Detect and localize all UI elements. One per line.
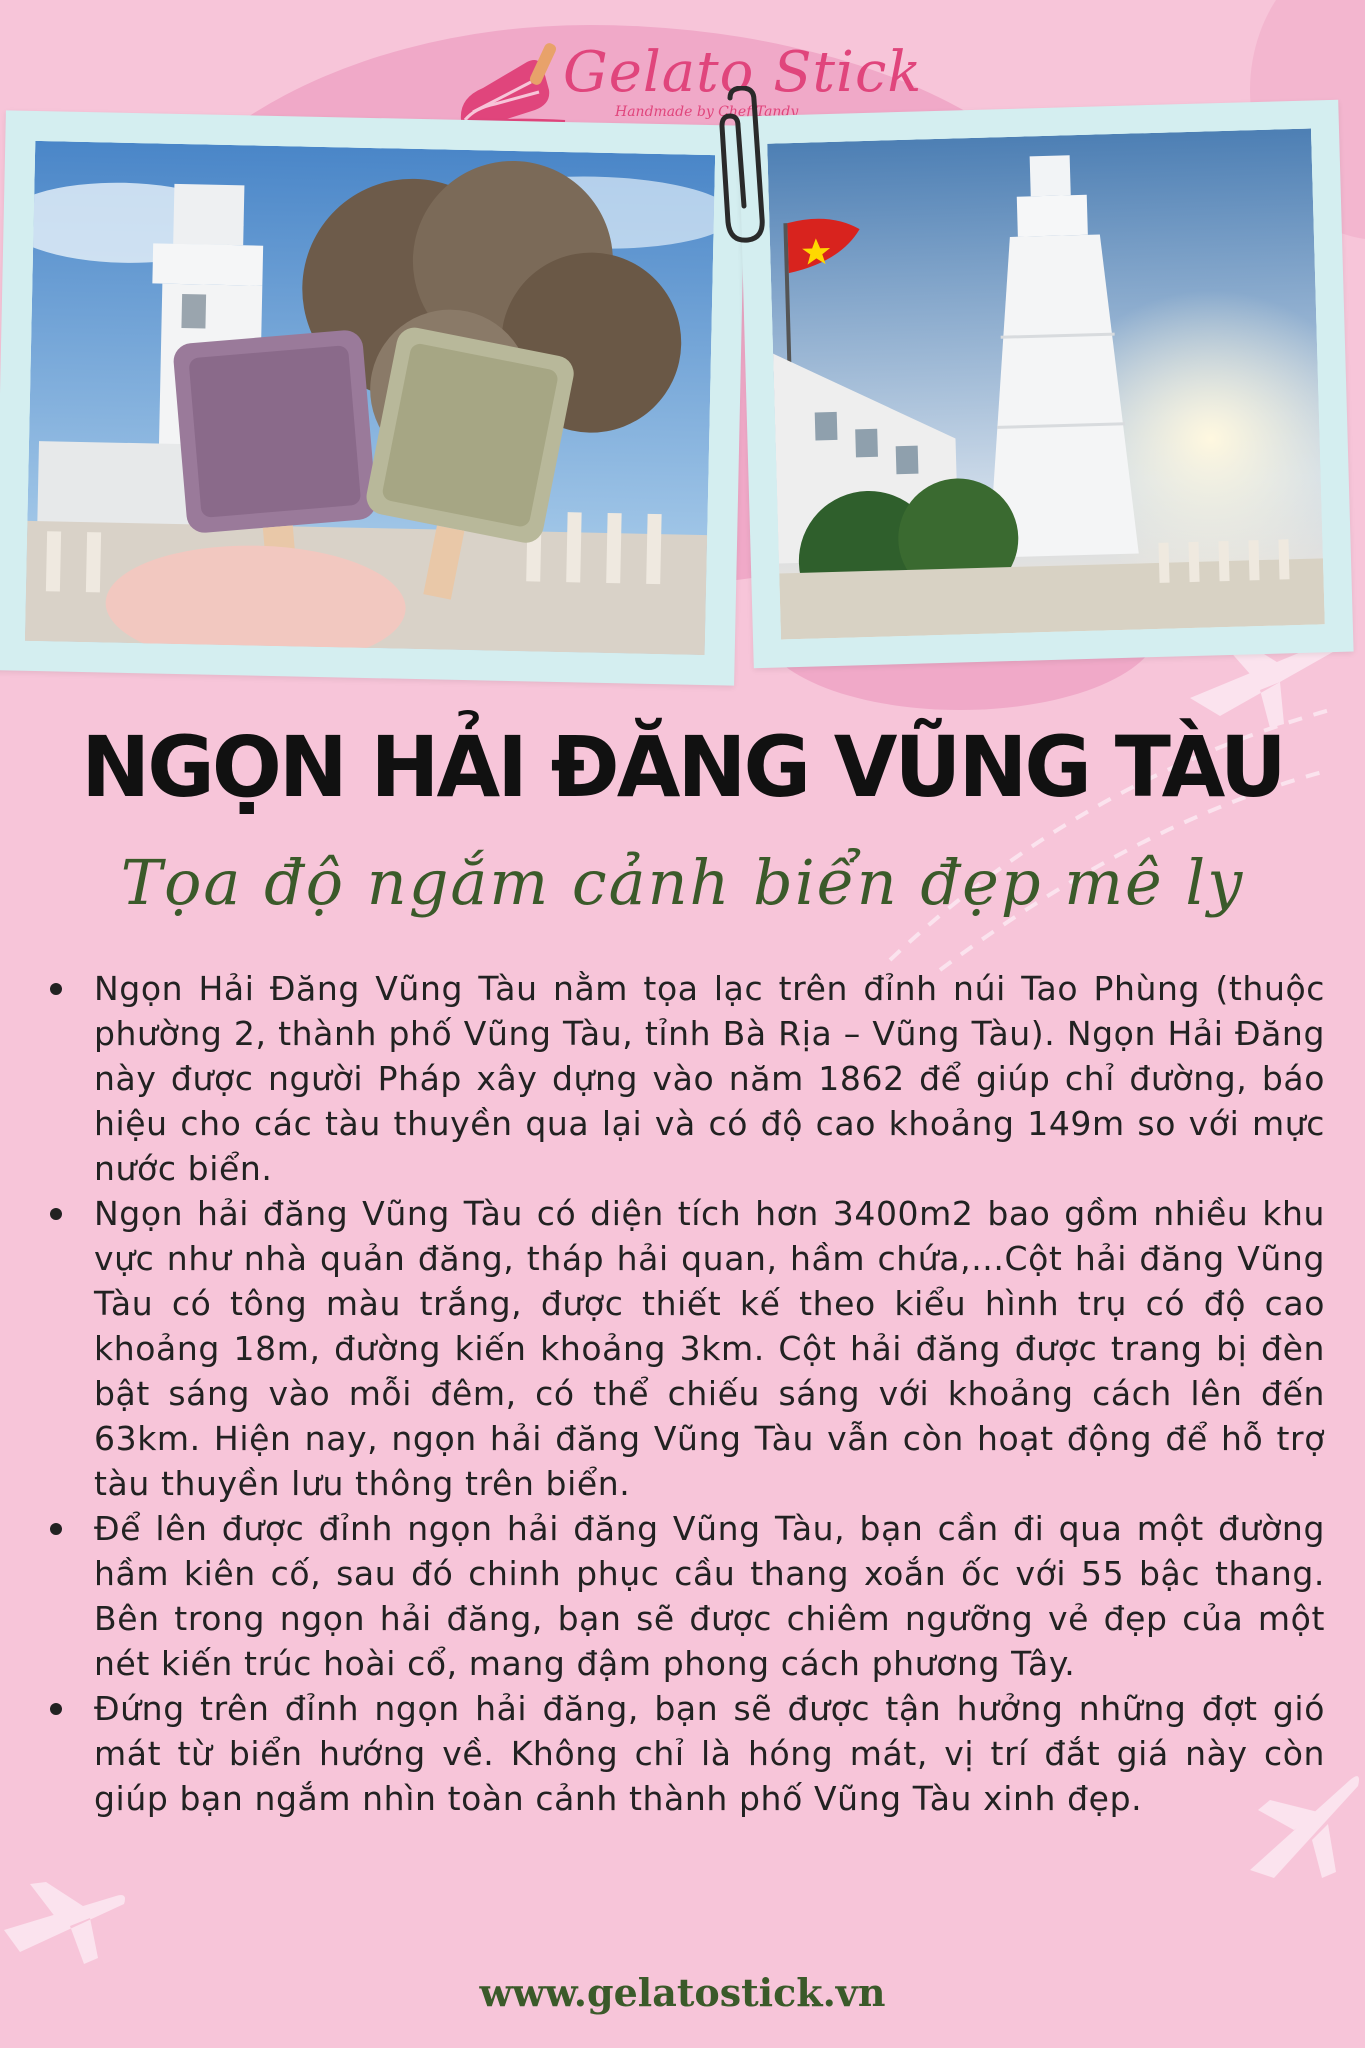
- list-item: [40, 1506, 1325, 1686]
- photo-frame-right: [738, 100, 1353, 669]
- list-item-text: Ngọn Hải Đăng Vũng Tàu nằm tọa lạc trên đỉnh núi Tao Phùng (thuộc phường 2, thành phố Vũng Tàu, tỉnh Bà Rịa – Vũng Tàu). Ngọn Hải Đăng này được người Pháp xây dựng vào năm 1862 để giúp chỉ đường, báo hiệu cho các tàu thuyền qua lại và có độ cao khoảng 149m so với mực nước biển.: [94, 969, 1325, 1188]
- list-item-text: Đứng trên đỉnh ngọn hải đăng, bạn sẽ được tận hưởng những đợt gió mát từ biển hướng về. Không chỉ là hóng mát, vị trí đắt giá này còn giúp bạn ngắm nhìn toàn cảnh thành phố Vũng Tàu xinh đẹp.: [94, 1689, 1325, 1818]
- content-list: [40, 966, 1325, 1821]
- brand-tagline: Handmade by Chef Tandy: [615, 104, 799, 120]
- popsicle-icon: [455, 38, 575, 130]
- lighthouse-flag-photo: [767, 129, 1325, 640]
- list-item-text: Để lên được đỉnh ngọn hải đăng Vũng Tàu, bạn cần đi qua một đường hầm kiên cố, sau đó chinh phục cầu thang xoắn ốc với 55 bậc thang. Bên trong ngọn hải đăng, bạn sẽ được chiêm ngưỡng vẻ đẹp của một nét kiến trúc hoài cổ, mang đậm phong cách phương Tây.: [94, 1509, 1325, 1683]
- list-item: [40, 1686, 1325, 1821]
- list-item: [40, 966, 1325, 1191]
- list-item-text: Ngọn hải đăng Vũng Tàu có diện tích hơn 3400m2 bao gồm nhiều khu vực như nhà quản đăng, tháp hải quan, hầm chứa,...Cột hải đăng Vũng Tàu có tông màu trắng, được thiết kế theo kiểu hình trụ có độ cao khoảng 18m, đường kiến khoảng 3km. Cột hải đăng được trang bị đèn bật sáng vào mỗi đêm, có thể chiếu sáng với khoảng cách lên đến 63km. Hiện nay, ngọn hải đăng Vũng Tàu vẫn còn hoạt động để hỗ trợ tàu thuyền lưu thông trên biển.: [94, 1194, 1325, 1503]
- photo-frame-left: [0, 110, 746, 685]
- page-subtitle: Tọa độ ngắm cảnh biển đẹp mê ly: [120, 846, 1245, 919]
- bullet-icon: [50, 1703, 62, 1715]
- bullet-icon: [50, 1208, 62, 1220]
- brand-name: Gelato Stick: [563, 40, 923, 105]
- page-title: NGỌN HẢI ĐĂNG VŨNG TÀU: [81, 718, 1284, 816]
- bullet-icon: [50, 1523, 62, 1535]
- bullet-icon: [50, 983, 62, 995]
- website-link[interactable]: www.gelatostick.vn: [479, 1970, 886, 2015]
- lighthouse-popsicle-photo: [25, 141, 715, 655]
- airplane-icon: [0, 1860, 130, 1980]
- list-item: [40, 1191, 1325, 1506]
- paperclip-icon: [700, 86, 790, 246]
